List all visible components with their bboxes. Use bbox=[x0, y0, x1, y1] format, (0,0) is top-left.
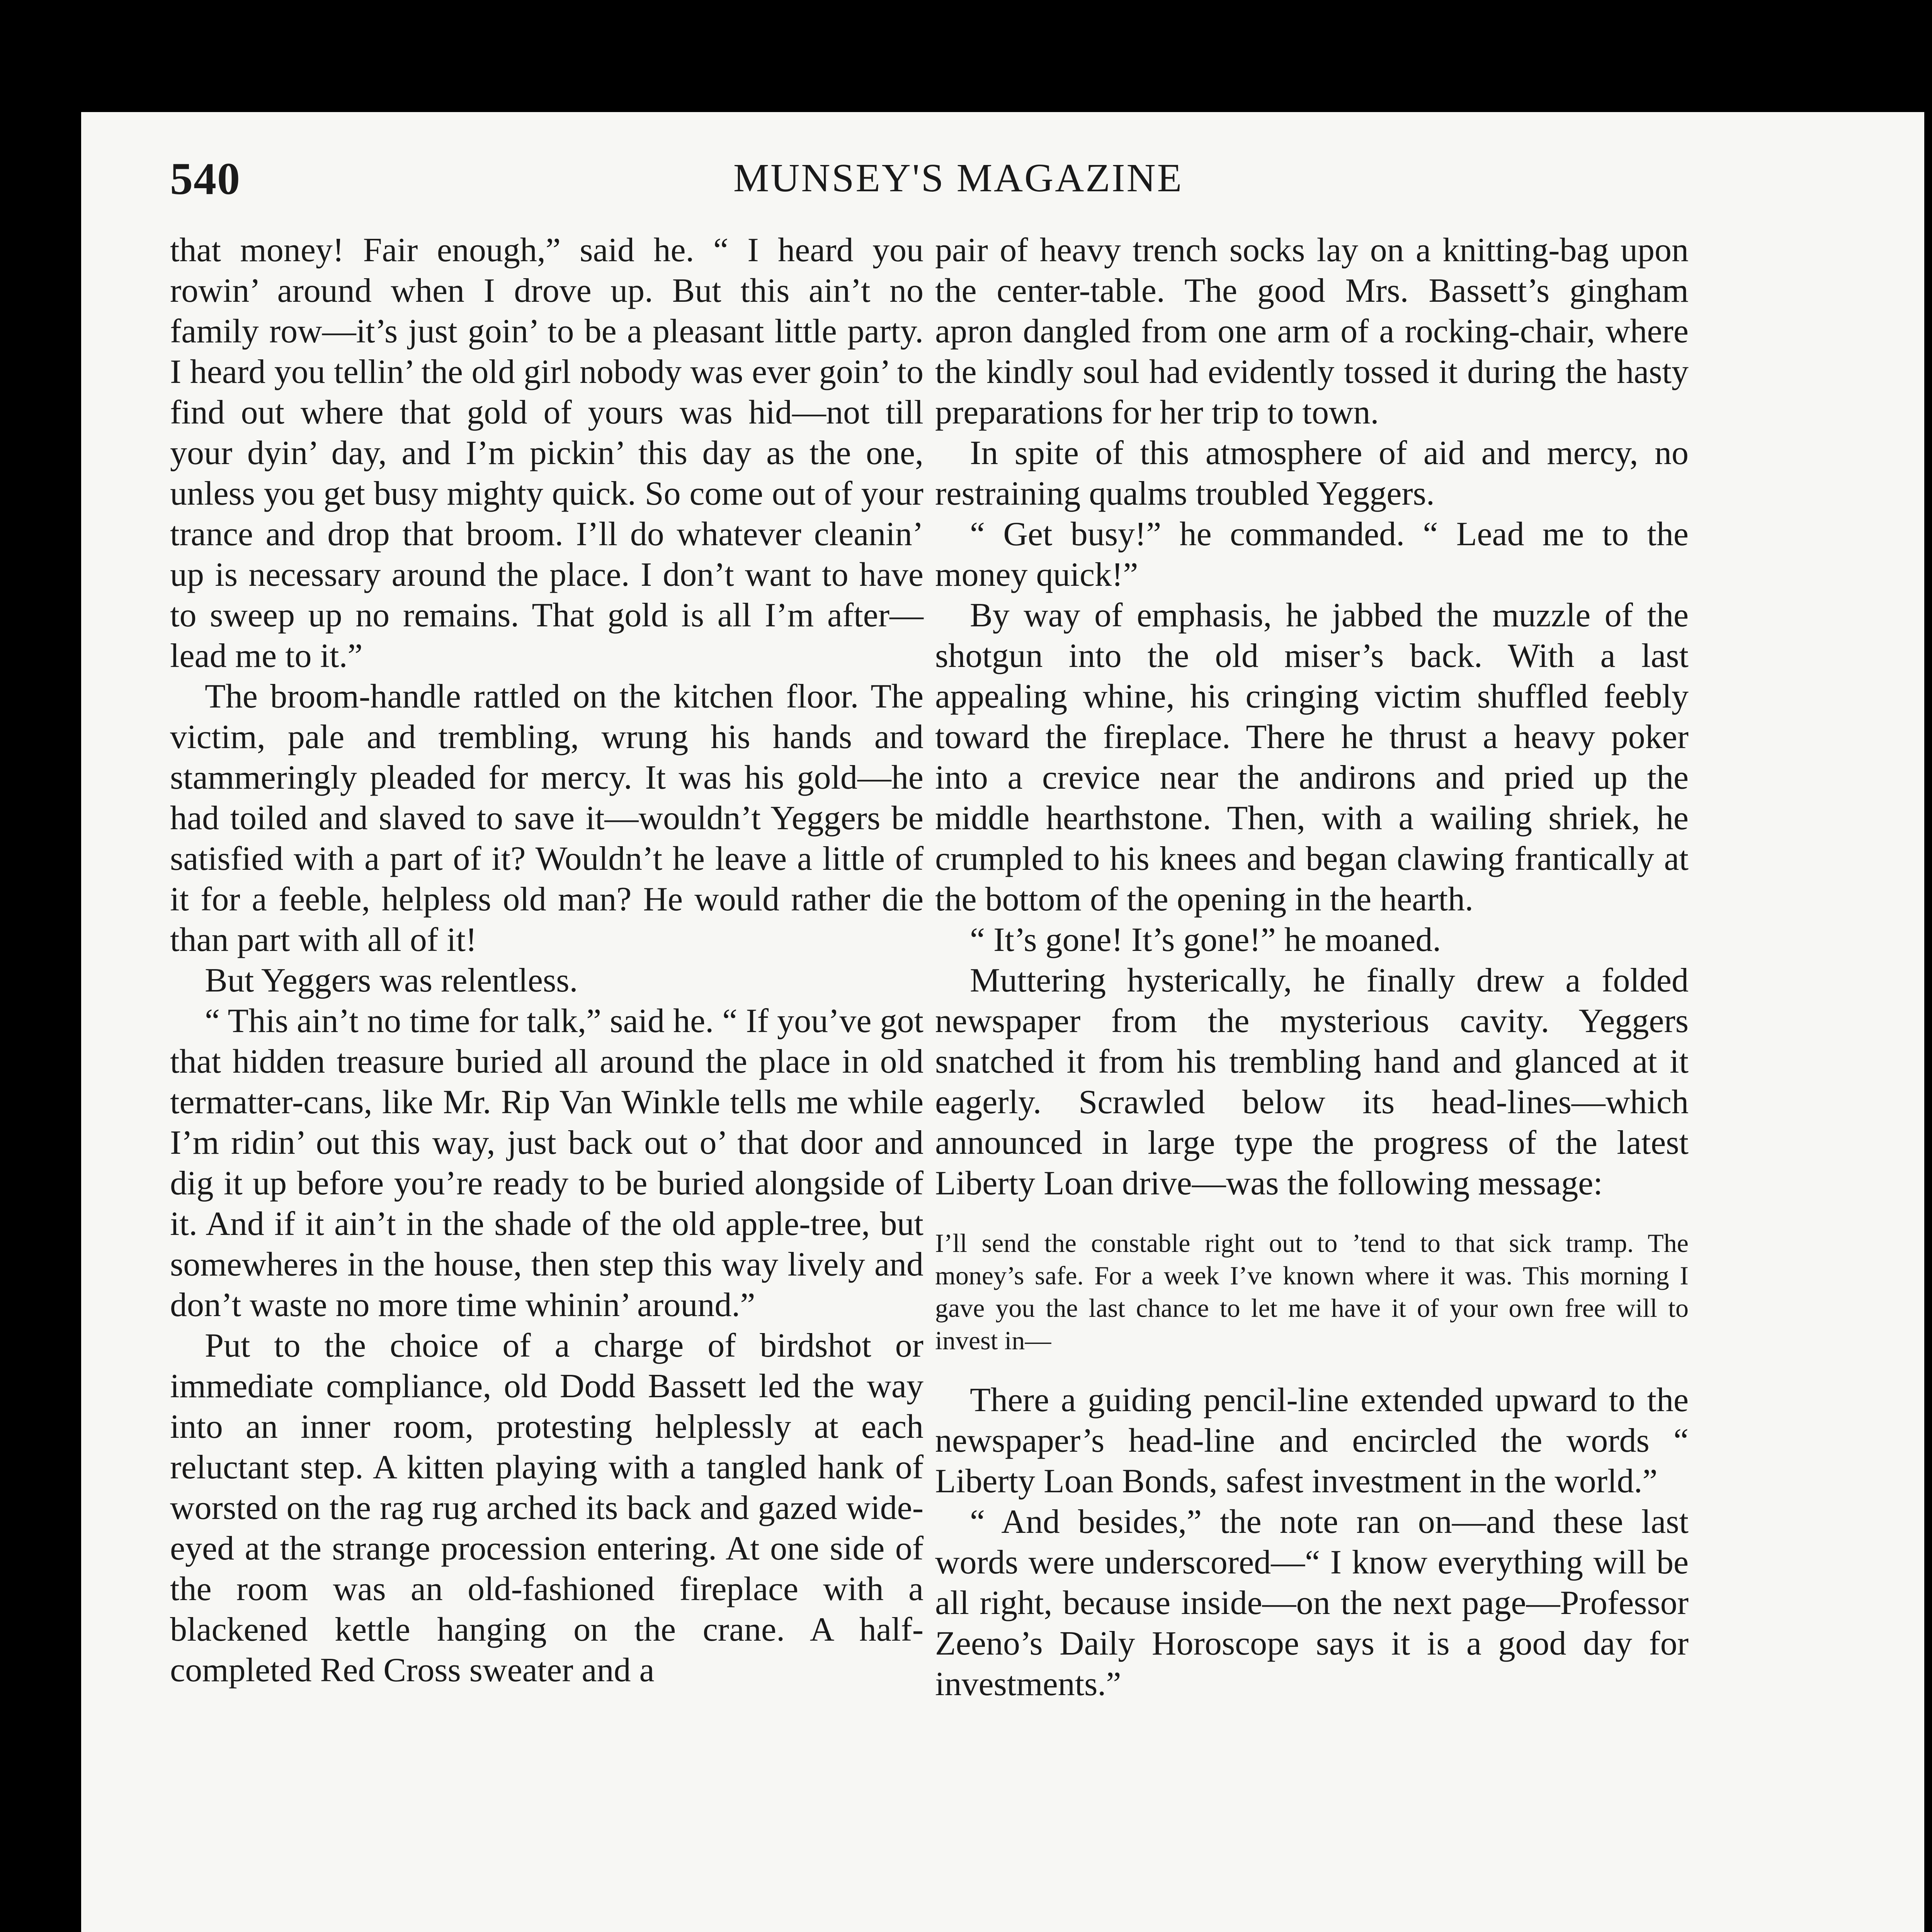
paragraph: Put to the choice of a charge of birdshot or immediate compliance, old Dodd Bassett led the way into an inner room, protesting helplessly at each reluctant step. A kitten playing with a tangled hank of worsted on the rag rug arched its back and gazed wide-eyed at the strange procession entering. At one side of the room was an old-fashioned fireplace with a blackened kettle hanging on the crane. A half-completed Red Cross sweater and a bbox=[170, 1327, 923, 1689]
paragraph: The broom-handle rattled on the kitchen floor. The victim, pale and trembling, wrung his hands and stammeringly pleaded for mercy. It was his gold—he had toiled and slaved to save it—wouldn’t Yeggers be satisfied with a part of it? Wouldn’t he leave a little of it for a feeble, helpless old man? He would rather die than part with all of it! bbox=[170, 678, 923, 959]
paragraph: Muttering hysterically, he finally drew a folded newspaper from the mysterious cavity. Yeggers snatched it from his trembling hand and glanced at it eagerly. Scrawled below its head-lines—which announced in large type the progress of the latest Liberty Loan drive—was the following message: bbox=[935, 962, 1689, 1202]
paragraph: “ Get busy!” he commanded. “ Lead me to the money quick!” bbox=[935, 515, 1689, 594]
paragraph: that money! Fair enough,” said he. “ I heard you rowin’ around when I drove up. But this ain’t no family row—it’s just goin’ to be a pleasant little party. I heard you tellin’ the old girl nobody was ever goin’ to find out where that gold of yours was hid—not till your dyin’ day, and I’m pickin’ this day as the one, unless you get busy mighty quick. So come out of your trance and drop that broom. I’ll do whatever cleanin’ up is necessary around the place. I don’t want to have to sweep up no remains. That gold is all I’m after—lead me to it.” bbox=[170, 231, 923, 675]
right-column bbox=[935, 230, 1689, 1704]
paragraph: “ It’s gone! It’s gone!” he moaned. bbox=[970, 921, 1441, 959]
paragraph: pair of heavy trench socks lay on a knitting-bag upon the center-table. The good Mrs. Bassett’s gingham apron dangled from one arm of a rocking-chair, where the kindly soul had evidently tossed it during the hasty preparations for her trip to town. bbox=[935, 231, 1689, 431]
page-header bbox=[170, 153, 1747, 211]
paragraph: There a guiding pencil-line extended upward to the newspaper’s head-line and encircled the words “ Liberty Loan Bonds, safest investment in the world.” bbox=[935, 1381, 1689, 1500]
running-title: MUNSEY'S MAGAZINE bbox=[733, 156, 1184, 200]
paragraph: In spite of this atmosphere of aid and mercy, no restraining qualms troubled Yeggers. bbox=[935, 434, 1689, 512]
paragraph: “ And besides,” the note ran on—and these last words were underscored—“ I know everything will be all right, because inside—on the next page—Professor Zeeno’s Daily Horoscope says it is a good day for investments.” bbox=[935, 1503, 1689, 1703]
note-quote: I’ll send the constable right out to ’tend to that sick tramp. The money’s safe. For a week I’ve known where it was. This morning I gave you the last chance to let me have it of your own free will to invest in— bbox=[935, 1228, 1689, 1355]
left-column bbox=[170, 230, 923, 1690]
paragraph: By way of emphasis, he jabbed the muzzle of the shotgun into the old miser’s back. With a last appealing whine, his cringing victim shuffled feebly toward the fireplace. There he thrust a heavy poker into a crevice near the andirons and pried up the middle hearthstone. Then, with a wailing shriek, he crumpled to his knees and began clawing frantically at the bottom of the opening in the hearth. bbox=[935, 597, 1689, 918]
paragraph: “ This ain’t no time for talk,” said he. “ If you’ve got that hidden treasure buried all around the place in old termatter-cans, like Mr. Rip Van Winkle tells me while I’m ridin’ out this way, just back out o’ that door and dig it up before you’re ready to be buried alongside of it. And if it ain’t in the shade of the old apple-tree, but somewheres in the house, then step this way lively and don’t waste no more time whinin’ around.” bbox=[170, 1002, 923, 1324]
page-number: 540 bbox=[170, 153, 241, 204]
paragraph: But Yeggers was relentless. bbox=[205, 962, 578, 999]
